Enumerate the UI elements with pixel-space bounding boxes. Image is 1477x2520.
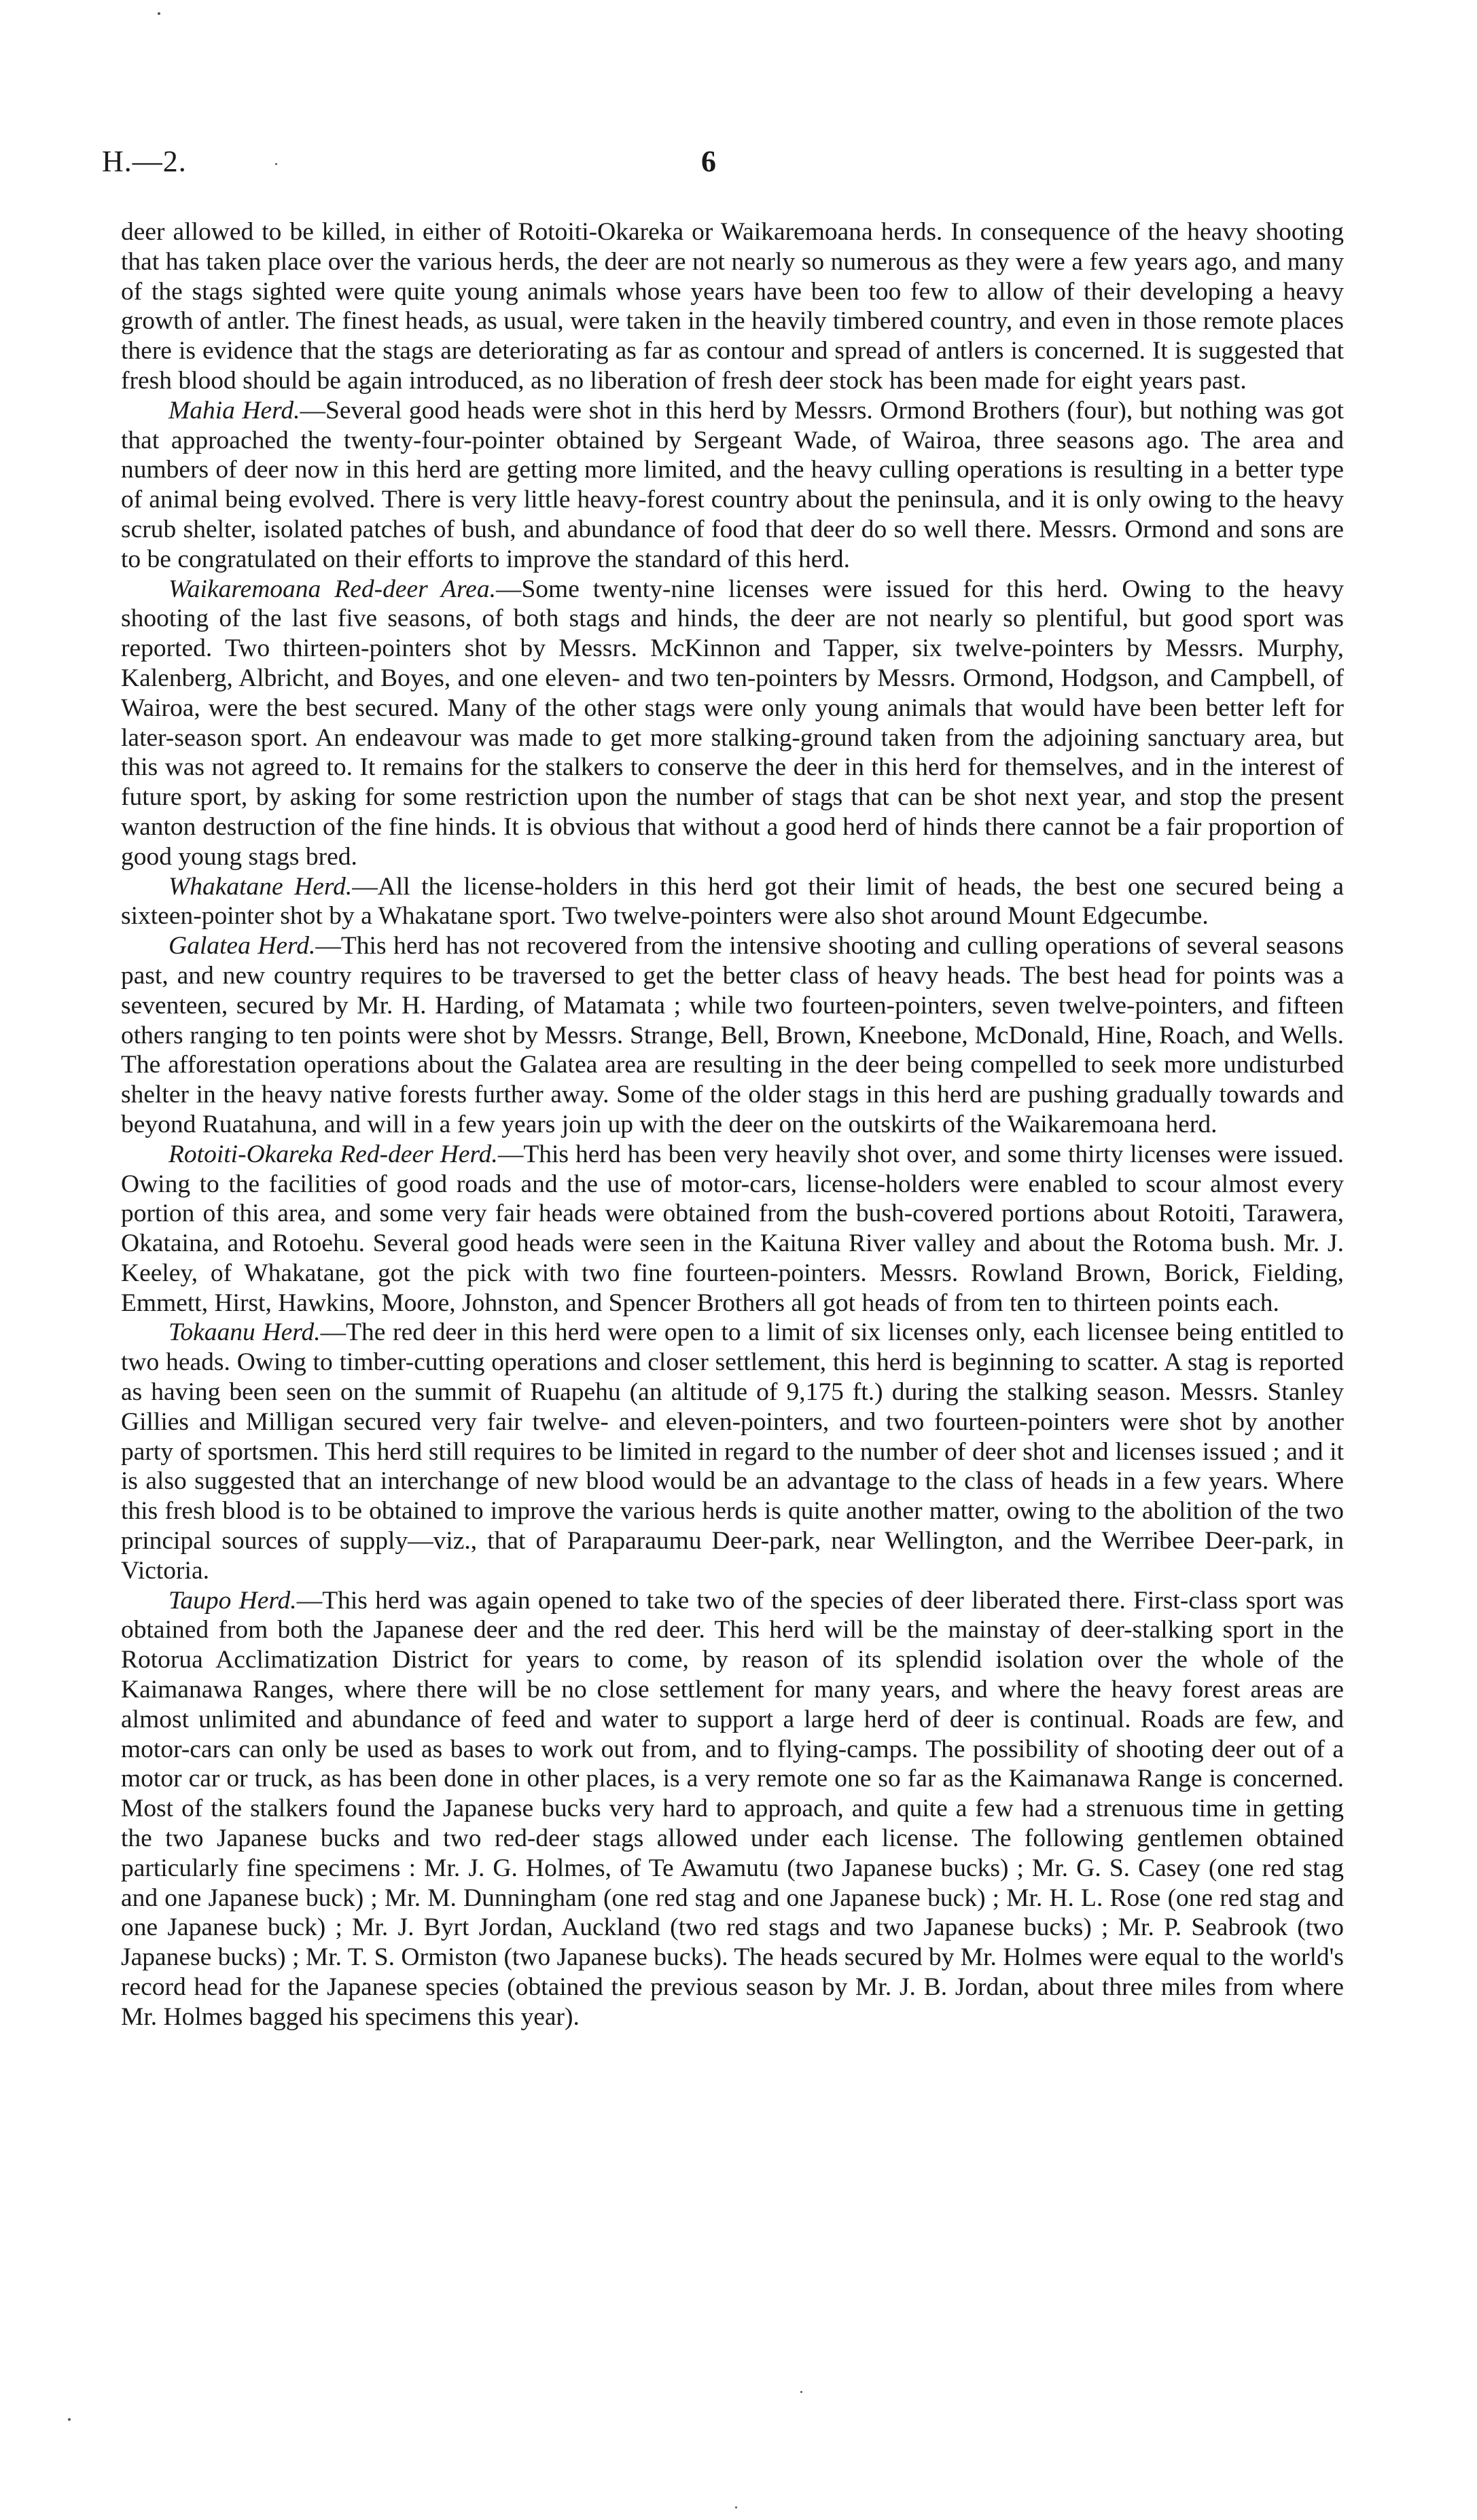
paragraph-intro: [121, 217, 1344, 396]
paragraph-text: —Several good heads were shot in this herd by Messrs. Ormond Brothers (four), but nothing was got that approached the twenty-four-pointer obtained by Sergeant Wade, of Wairoa, three seasons ago. The area and numbers of deer now in this herd are getting more limited, and the heavy culling operations is resulting in a better type of animal being evolved. There is very little heavy-forest country about the peninsula, and it is only owing to the heavy scrub shelter, isolated patches of bush, and abundance of food that deer do so well there. Messrs. Ormond and sons are to be congratulated on their efforts to improve the standard of this herd.: [121, 396, 1344, 573]
scan-speck: [68, 2418, 71, 2421]
scan-speck: [275, 163, 277, 165]
paragraph-heading: Mahia Herd.: [168, 396, 300, 425]
paragraph-text: —This herd has not recovered from the intensive shooting and culling operations of several seasons past, and new country requires to be traversed to get the better class of heavy heads. The best head for points was a seventeen, secured by Mr. H. Harding, of Matamata ; while two fourteen-pointers, seven twelve-pointers, and fifteen others ranging to ten points were shot by Messrs. Strange, Bell, Brown, Kneebone, McDonald, Hine, Roach, and Wells. The afforestation operations about the Galatea area are resulting in the deer being compelled to seek more undisturbed shelter in the heavy native forests further away. Some of the older stags in this herd are pushing gradually towards and beyond Ruatahuna, and will in a few years join up with the deer on the outskirts of the Waikaremoana herd.: [121, 932, 1344, 1138]
scan-speck: [800, 2391, 802, 2393]
paragraph-mahia-herd: [121, 396, 1344, 575]
paragraph-whakatane-herd: [121, 872, 1344, 932]
paragraph-text: —This herd has been very heavily shot over, and some thirty licenses were issued. Owing to the facilities of good roads and the use of motor-cars, license-holders were enabled to scour almost every portion of this area, and some very fair heads were obtained from the bush-covered portions about Rotoiti, Tarawera, Okataina, and Rotoehu. Several good heads were seen in the Kaituna River valley and about the Rotoma bush. Mr. J. Keeley, of Whakatane, got the pick with two fine fourteen-pointers. Messrs. Rowland Brown, Borick, Fielding, Emmett, Hirst, Hawkins, Moore, Johnston, and Spencer Brothers all got heads of from ten to thirteen points each.: [121, 1140, 1344, 1317]
paragraph-text: deer allowed to be killed, in either of Rotoiti-Okareka or Waikaremoana herds. In consequence of the heavy shooting that has taken place over the various herds, the deer are not nearly so numerous as they were a few years ago, and many of the stags sighted were quite young animals whose years have been too few to allow of their developing a heavy growth of antler. The finest heads, as usual, were taken in the heavily timbered country, and even in those remote places there is evidence that the stags are deteriorating as far as contour and spread of antlers is concerned. It is suggested that fresh blood should be again introduced, as no liberation of fresh deer stock has been made for eight years past.: [121, 218, 1344, 395]
page-number: 6: [701, 145, 716, 178]
paragraph-waikaremoana-area: [121, 575, 1344, 872]
paragraph-galatea-herd: [121, 931, 1344, 1140]
scan-speck: [735, 2506, 737, 2508]
paragraph-rotoiti-okareka-herd: [121, 1140, 1344, 1318]
scan-speck: [158, 12, 160, 15]
paragraph-heading: Whakatane Herd.: [168, 872, 353, 901]
paragraph-heading: Taupo Herd.: [168, 1586, 297, 1615]
paragraph-heading: Tokaanu Herd.: [168, 1318, 321, 1347]
paragraph-heading: Galatea Herd.: [168, 932, 316, 960]
paragraph-taupo-herd: [121, 1586, 1344, 2032]
paragraph-text: —Some twenty-nine licenses were issued for this herd. Owing to the heavy shooting of the last five seasons, of both stags and hinds, the deer are not nearly so plentiful, but good sport was reported. Two thirteen-pointers shot by Messrs. McKinnon and Tapper, six twelve-pointers by Messrs. Murphy, Kalenberg, Albricht, and Boyes, and one eleven- and two ten-pointers by Messrs. Ormond, Hodgson, and Campbell, of Wairoa, were the best secured. Many of the other stags were only young animals that would have been better left for later-season sport. An endeavour was made to get more stalking-ground taken from the adjoining sanctuary area, but this was not agreed to. It remains for the stalkers to conserve the deer in this herd for themselves, and in the interest of future sport, by asking for some restriction upon the number of stags that can be shot next year, and stop the present wanton destruction of the fine hinds. It is obvious that without a good herd of hinds there cannot be a fair proportion of good young stags bred.: [121, 575, 1344, 871]
body-text: [121, 217, 1344, 2032]
paragraph-text: —The red deer in this herd were open to a limit of six licenses only, each licensee being entitled to two heads. Owing to timber-cutting operations and closer settlement, this herd is beginning to scatter. A stag is reported as having been seen on the summit of Ruapehu (an altitude of 9,175 ft.) during the stalking season. Messrs. Stanley Gillies and Milligan secured very fair twelve- and eleven-pointers, and two fourteen-pointers were shot by another party of sportsmen. This herd still requires to be limited in regard to the number of deer shot and licenses issued ; and it is also suggested that an interchange of new blood would be an advantage to the class of heads in a few years. Where this fresh blood is to be obtained to improve the various herds is quite another matter, owing to the abolition of the two principal sources of supply—viz., that of Paraparaumu Deer-park, near Wellington, and the Werribee Deer-park, in Victoria.: [121, 1318, 1344, 1585]
paragraph-heading: Rotoiti-Okareka Red-deer Herd.: [168, 1140, 498, 1168]
paragraph-tokaanu-herd: [121, 1318, 1344, 1585]
paragraph-heading: Waikaremoana Red-deer Area.: [168, 575, 496, 603]
paragraph-text: —All the license-holders in this herd got their limit of heads, the best one secured being a sixteen-pointer shot by a Whakatane sport. Two twelve-pointers were also shot around Mount Edgecumbe.: [121, 872, 1344, 931]
paragraph-text: —This herd was again opened to take two of the species of deer liberated there. First-class sport was obtained from both the Japanese deer and the red deer. This herd will be the mainstay of deer-stalking sport in the Rotorua Acclimatization District for years to come, by reason of its splendid isolation over the whole of the Kaimanawa Ranges, where there will be no close settlement for many years, and where the heavy forest areas are almost unlimited and abundance of feed and water to support a large herd of deer is continual. Roads are few, and motor-cars can only be used as bases to work out from, and to flying-camps. The possibility of shooting deer out of a motor car or truck, as has been done in other places, is a very remote one so far as the Kaimanawa Range is concerned. Most of the stalkers found the Japanese bucks very hard to approach, and quite a few had a strenuous time in getting the two Japanese bucks and two red-deer stags allowed under each license. The following gentlemen obtained particularly fine specimens : Mr. J. G. Holmes, of Te Awamutu (two Japanese bucks) ; Mr. G. S. Casey (one red stag and one Japanese buck) ; Mr. M. Dunningham (one red stag and one Japanese buck) ; Mr. H. L. Rose (one red stag and one Japanese buck) ; Mr. J. Byrt Jordan, Auckland (two red stags and two Japanese bucks) ; Mr. P. Seabrook (two Japanese bucks) ; Mr. T. S. Ormiston (two Japanese bucks). The heads secured by Mr. Holmes were equal to the world's record head for the Japanese species (obtained the previous season by Mr. J. B. Jordan, about three miles from where Mr. Holmes bagged his specimens this year).: [121, 1586, 1344, 2031]
running-head: H.—2.: [102, 145, 187, 178]
